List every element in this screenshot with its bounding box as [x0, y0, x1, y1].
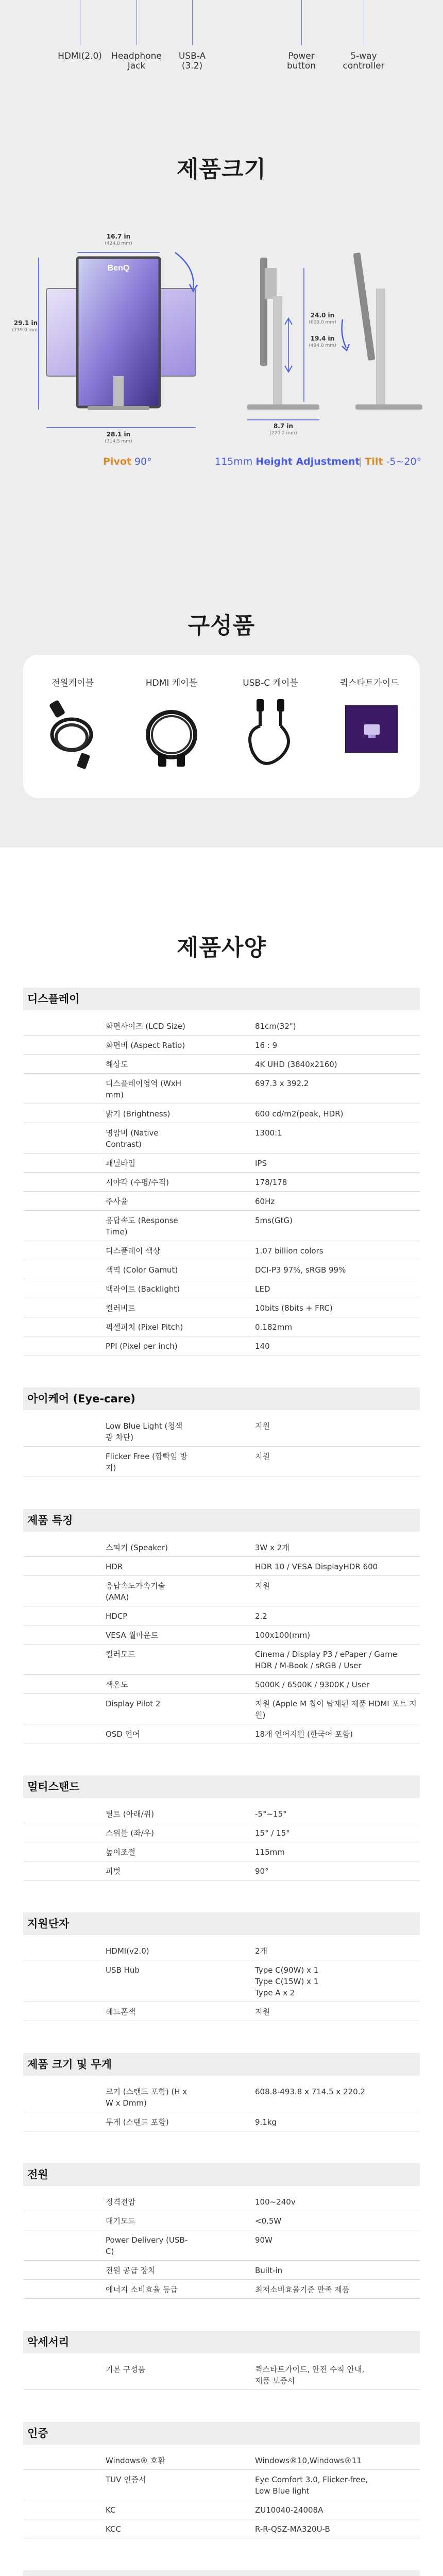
- dim-height-min: 19.4 in (494.0 mm): [309, 335, 336, 348]
- spec-row: [23, 2192, 420, 2211]
- spec-row: [23, 1842, 420, 1861]
- spec-key: Power Delivery (USB-C): [106, 2235, 188, 2256]
- spec-row: [23, 2211, 420, 2230]
- spec-key: 디스플레이영역 (WxH mm): [106, 1079, 182, 1099]
- spec-group: [23, 988, 420, 1355]
- dim-width-top: 16.7 in (424.0 mm): [105, 233, 132, 246]
- spec-row: [23, 1336, 420, 1355]
- spec-key: 색역 (Color Gamut): [106, 1265, 178, 1275]
- spec-value: 지원 (Apple M 칩이 탑재된 제품 HDMI 포트 지원): [255, 1699, 417, 1720]
- spec-value: 608.8-493.8 x 714.5 x 220.2: [255, 2087, 366, 2096]
- component-item: HDMI 케이블: [122, 655, 221, 798]
- spec-value: IPS: [255, 1159, 267, 1168]
- spec-key: 크기 (스탠드 포함) (H x W x Dmm): [106, 2087, 188, 2108]
- spec-key: 헤드폰잭: [106, 2007, 135, 2016]
- spec-key: 응답속도 (Response Time): [106, 1216, 178, 1236]
- spec-row: [23, 1941, 420, 1960]
- spec-row: [23, 1694, 420, 1724]
- spec-row: [23, 2230, 420, 2261]
- spec-row: [23, 1606, 420, 1625]
- spec-value: 2.2: [255, 1612, 267, 1621]
- spec-value: R-R-QSZ-MA320U-B: [255, 2524, 330, 2534]
- spec-key: OSD 언어: [106, 1730, 140, 1739]
- spec-value: 지원: [255, 1421, 270, 1431]
- spec-row: [23, 2360, 420, 2390]
- spec-value: 178/178: [255, 1178, 287, 1187]
- port-usb-a: USB-A (3.2): [164, 52, 220, 71]
- caption-tilt: | Tilt -5~20°: [359, 456, 422, 467]
- dim-height-max: 24.0 in (609.0 mm): [309, 312, 336, 325]
- spec-rows: [23, 1010, 420, 1355]
- spec-key: 해상도: [106, 1060, 128, 1069]
- usb-c-cable-icon: [240, 695, 301, 777]
- spec-row: [23, 1298, 420, 1317]
- spec-row: [23, 2112, 420, 2131]
- brand-logo: BenQ: [107, 264, 130, 273]
- port-power-button: Power button: [273, 52, 330, 71]
- spec-key: KC: [106, 2505, 116, 2515]
- spec-value: 140: [255, 1342, 270, 1351]
- spec-value: 지원: [255, 1581, 270, 1590]
- spec-group-header: 제품 크기 및 무게: [23, 2053, 420, 2076]
- spec-group-header: 제품 특징: [23, 1509, 420, 1532]
- spec-rows: [23, 2186, 420, 2299]
- spec-row: [23, 1625, 420, 1645]
- spec-group-header: 아이케어 (Eye-care): [23, 1387, 420, 1410]
- spec-group: [23, 2053, 420, 2131]
- spec-value: HDR 10 / VESA DisplayHDR 600: [255, 1562, 378, 1571]
- spec-row: [23, 1241, 420, 1260]
- spec-row: [23, 2470, 420, 2500]
- spec-value: 10bits (8bits + FRC): [255, 1303, 333, 1313]
- caption-height-adjust: 115mm Height Adjustment: [215, 456, 360, 467]
- spec-key: Windows® 호환: [106, 2456, 165, 2465]
- spec-value: 18개 언어지원 (한국어 포함): [255, 1730, 353, 1739]
- spec-row: [23, 1804, 420, 1823]
- spec-value: 4K UHD (3840x2160): [255, 1060, 337, 1069]
- spec-key: USB Hub: [106, 1965, 140, 1975]
- spec-row: [23, 2451, 420, 2470]
- spec-value: 1300:1: [255, 1128, 282, 1138]
- spec-value: 1.07 billion colors: [255, 1246, 323, 1256]
- spec-row: [23, 1016, 420, 1036]
- spec-rows: [23, 2353, 420, 2390]
- spec-key: 명암비 (Native Contrast): [106, 1128, 159, 1149]
- spec-value: LED: [255, 1284, 270, 1294]
- port-hdmi: HDMI(2.0): [52, 52, 108, 61]
- spec-value: 지원: [255, 2007, 270, 2016]
- spec-row: [23, 1416, 420, 1447]
- spec-group-header: 지원단자: [23, 1912, 420, 1935]
- spec-row: [23, 1645, 420, 1675]
- spec-rows: [23, 2076, 420, 2131]
- spec-group-header: 악세서리: [23, 2331, 420, 2353]
- spec-row: [23, 2500, 420, 2519]
- spec-key: KCC: [106, 2524, 121, 2534]
- spec-key: 피벗: [106, 1867, 121, 1876]
- spec-key: Low Blue Light (청색광 차단): [106, 1421, 183, 1442]
- spec-row: [23, 1211, 420, 1241]
- spec-value: 지원: [255, 1452, 270, 1461]
- spec-value: Eye Comfort 3.0, Flicker-free, Low Blue light: [255, 2475, 368, 2496]
- spec-title: 제품사양: [176, 935, 266, 961]
- spec-group: [23, 2163, 420, 2299]
- spec-row: [23, 1173, 420, 1192]
- spec-group: [23, 1912, 420, 2021]
- spec-row: [23, 1279, 420, 1298]
- spec-group-header: [23, 2570, 420, 2576]
- components-title: 구성품: [188, 613, 255, 639]
- spec-row: [23, 1055, 420, 1074]
- dim-width-bottom: 28.1 in (714.5 mm): [105, 431, 132, 444]
- spec-value: 90W: [255, 2235, 272, 2245]
- spec-value: 115mm: [255, 1848, 285, 1857]
- spec-group: [23, 1387, 420, 1477]
- spec-key: Flicker Free (깜빡임 방지): [106, 1452, 188, 1472]
- spec-value: 5000K / 6500K / 9300K / User: [255, 1680, 369, 1689]
- port-5way: 5-way controller: [335, 52, 392, 71]
- spec-value: 2개: [255, 1946, 268, 1956]
- spec-key: 대기모드: [106, 2216, 135, 2226]
- spec-value: 100x100(mm): [255, 1631, 311, 1640]
- spec-key: 패널타입: [106, 1159, 135, 1168]
- dim-height-left: 29.1 in (739.0 mm): [12, 319, 40, 333]
- spec-row: [23, 2519, 420, 2538]
- spec-row: [23, 1074, 420, 1104]
- components-box: [23, 655, 420, 798]
- spec-value: 5ms(GtG): [255, 1216, 293, 1225]
- spec-key: 시야각 (수평/수직): [106, 1178, 169, 1187]
- spec-key: 응답속도가속기술 (AMA): [106, 1581, 165, 1602]
- spec-value: 600 cd/m2(peak, HDR): [255, 1109, 344, 1118]
- spec-row: [23, 1823, 420, 1842]
- spec-value: 15° / 15°: [255, 1828, 290, 1838]
- spec-key: HDMI(v2.0): [106, 1946, 149, 1956]
- top-section: [0, 0, 443, 848]
- spec-value: <0.5W: [255, 2216, 282, 2226]
- spec-key: 픽셀피치 (Pixel Pitch): [106, 1323, 183, 1332]
- spec-key: 백라이트 (Backlight): [106, 1284, 180, 1294]
- hdmi-cable-icon: [135, 699, 208, 771]
- component-item: 전원케이블: [23, 655, 122, 798]
- spec-row: [23, 1317, 420, 1336]
- spec-key: Display Pilot 2: [106, 1699, 161, 1708]
- spec-row: [23, 1123, 420, 1154]
- spec-row: [23, 1960, 420, 2002]
- spec-key: 주사율: [106, 1197, 128, 1206]
- spec-row: [23, 1104, 420, 1123]
- spec-key: 디스플레이 색상: [106, 1246, 161, 1256]
- spec-rows: [23, 1410, 420, 1477]
- spec-group-header: 인증: [23, 2422, 420, 2445]
- spec-value: 100~240v: [255, 2197, 296, 2207]
- spec-row: [23, 1861, 420, 1880]
- monitor-dimension-illustration: [0, 201, 443, 448]
- spec-key: 컬러비트: [106, 1303, 135, 1313]
- spec-rows: [23, 1798, 420, 1880]
- spec-row: [23, 1576, 420, 1606]
- power-cable-icon: [42, 696, 104, 773]
- spec-key: 높이조절: [106, 1848, 135, 1857]
- spec-value: 16 : 9: [255, 1041, 278, 1050]
- spec-key: 화면사이즈 (LCD Size): [106, 1022, 185, 1031]
- spec-value: Cinema / Display P3 / ePaper / Game HDR / M-Book / sRGB / User: [255, 1650, 397, 1670]
- spec-group-header: 멀티스탠드: [23, 1775, 420, 1798]
- spec-rows: [23, 1935, 420, 2021]
- spec-key: 전원 공급 장치: [106, 2266, 156, 2275]
- spec-row: [23, 1724, 420, 1743]
- spec-row: [23, 1192, 420, 1211]
- spec-value: 81cm(32"): [255, 1022, 296, 1031]
- spec-row: [23, 1154, 420, 1173]
- spec-value: Built-in: [255, 2266, 283, 2275]
- spec-key: HDCP: [106, 1612, 128, 1621]
- spec-value: DCI-P3 97%, sRGB 99%: [255, 1265, 346, 1275]
- spec-row: [23, 1036, 420, 1055]
- spec-key: HDR: [106, 1562, 123, 1571]
- spec-key: 스피커 (Speaker): [106, 1543, 168, 1552]
- spec-row: [23, 2261, 420, 2280]
- spec-value: 0.182mm: [255, 1323, 293, 1332]
- spec-key: 화면비 (Aspect Ratio): [106, 1041, 185, 1050]
- component-item: 퀵스타트가이드: [320, 655, 419, 798]
- caption-pivot: Pivot 90°: [103, 456, 152, 467]
- spec-value: ZU10040-24008A: [255, 2505, 323, 2515]
- spec-value: 697.3 x 392.2: [255, 1079, 309, 1088]
- spec-key: 컬러모드: [106, 1650, 135, 1659]
- spec-group-header: 전원: [23, 2163, 420, 2186]
- spec-key: 에너지 소비효율 등급: [106, 2285, 178, 2294]
- spec-group: [23, 1775, 420, 1880]
- spec-row: [23, 2280, 420, 2299]
- spec-key: 스위블 (좌/우): [106, 1828, 154, 1838]
- port-labels: [0, 0, 443, 88]
- dim-depth: 8.7 in (220.2 mm): [269, 422, 297, 436]
- spec-row: [23, 2082, 420, 2112]
- spec-row: [23, 1557, 420, 1576]
- spec-value: Windows®10,Windows®11: [255, 2456, 362, 2465]
- spec-value: 60Hz: [255, 1197, 275, 1206]
- spec-row: [23, 1675, 420, 1694]
- spec-value: 90°: [255, 1867, 269, 1876]
- spec-key: 밝기 (Brightness): [106, 1109, 171, 1118]
- spec-key: 색온도: [106, 1680, 128, 1689]
- spec-section: [0, 848, 443, 2576]
- component-item: USB-C 케이블: [221, 655, 320, 798]
- spec-key: PPI (Pixel per inch): [106, 1342, 178, 1351]
- spec-rows: [23, 2445, 420, 2538]
- spec-value: 최저소비효율기준 만족 제품: [255, 2285, 350, 2294]
- spec-value: 퀵스타트가이드, 안전 수칙 안내, 제품 보증서: [255, 2365, 365, 2385]
- spec-group: [23, 1509, 420, 1743]
- spec-row: [23, 2002, 420, 2021]
- port-headphone: Headphone Jack: [108, 52, 165, 71]
- spec-key: 무게 (스탠드 포함): [106, 2117, 169, 2127]
- spec-row: [23, 1260, 420, 1279]
- size-title: 제품크기: [176, 156, 266, 182]
- spec-groups: [0, 988, 443, 2576]
- spec-value: 3W x 2개: [255, 1543, 289, 1552]
- spec-key: 기본 구성품: [106, 2365, 146, 2374]
- spec-key: VESA 월마운트: [106, 1631, 159, 1640]
- quick-start-guide-icon: [344, 704, 400, 755]
- spec-key: TUV 인증서: [106, 2475, 146, 2484]
- spec-group: [23, 2570, 420, 2576]
- spec-group-header: 디스플레이: [23, 988, 420, 1010]
- spec-key: 틸트 (아래/위): [106, 1809, 154, 1819]
- spec-rows: [23, 1532, 420, 1743]
- spec-row: [23, 1538, 420, 1557]
- spec-value: -5°~15°: [255, 1809, 287, 1819]
- spec-group: [23, 2422, 420, 2538]
- spec-value: Type C(90W) x 1 Type C(15W) x 1 Type A x 2: [255, 1965, 319, 1997]
- spec-value: 9.1kg: [255, 2117, 277, 2127]
- spec-group: [23, 2331, 420, 2390]
- spec-key: 정격전압: [106, 2197, 135, 2207]
- spec-row: [23, 1447, 420, 1477]
